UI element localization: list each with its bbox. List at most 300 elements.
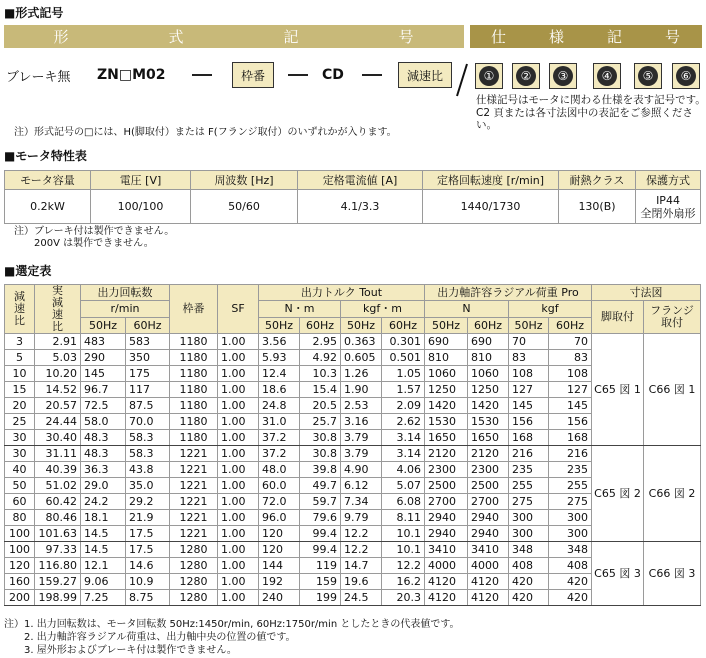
table-cell: 1280	[170, 558, 218, 574]
th-kgfm: kgf・m	[341, 301, 425, 318]
table-cell: 1060	[468, 366, 509, 382]
table-cell: 348	[509, 542, 549, 558]
td: 1440/1730	[423, 190, 559, 224]
table-cell: 420	[509, 574, 549, 590]
table-cell: 108	[549, 366, 592, 382]
model-band	[4, 25, 464, 48]
table-cell: 100	[5, 542, 35, 558]
table-cell: 275	[509, 494, 549, 510]
table-cell: 240	[259, 590, 300, 606]
table-cell: 420	[509, 590, 549, 606]
protection-1: IP44	[656, 193, 680, 207]
table-cell: 60.42	[35, 494, 81, 510]
table-cell: 1.00	[218, 510, 259, 526]
table-cell: 1.00	[218, 542, 259, 558]
band-char: 記	[606, 28, 623, 46]
table-cell: 216	[509, 446, 549, 462]
table-cell: 2940	[468, 526, 509, 542]
table-cell: 145	[81, 366, 126, 382]
table-cell: 12.2	[341, 526, 382, 542]
model-note: 注）形式記号の□には、H(脚取付）または F(フランジ取付）のいずれかが入ります。	[14, 127, 397, 138]
dash	[192, 74, 212, 76]
spec-number: ①	[479, 66, 499, 86]
table-cell: 2.95	[300, 334, 341, 350]
table-cell: 14.5	[81, 526, 126, 542]
table-cell: 14.5	[81, 542, 126, 558]
table-cell: 30	[5, 446, 35, 462]
table-cell: 1.00	[218, 574, 259, 590]
table-cell: 1650	[425, 430, 468, 446]
table-cell: 99.4	[300, 542, 341, 558]
table-cell: 49.7	[300, 478, 341, 494]
th-ratio: 減 速 比	[5, 285, 35, 334]
th-hz: 60Hz	[382, 318, 425, 334]
table-cell: 100	[5, 526, 35, 542]
table-cell: 2700	[468, 494, 509, 510]
band-char: 仕	[490, 28, 507, 46]
table-cell: 17.5	[126, 542, 170, 558]
table-cell: 1.00	[218, 414, 259, 430]
table-cell: 39.8	[300, 462, 341, 478]
table-cell: 17.5	[126, 526, 170, 542]
table-cell: 10.20	[35, 366, 81, 382]
th-hz: 50Hz	[259, 318, 300, 334]
dim-flange-cell: C66 図 2	[644, 446, 701, 542]
selection-table	[4, 284, 701, 606]
table-cell: 1180	[170, 334, 218, 350]
table-cell: 483	[81, 334, 126, 350]
dim-foot-cell: C65 図 1	[592, 334, 644, 446]
th: モータ容量	[5, 171, 91, 190]
table-cell: 2940	[425, 510, 468, 526]
table-cell: 96.7	[81, 382, 126, 398]
table-cell: 1221	[170, 510, 218, 526]
table-cell: 31.11	[35, 446, 81, 462]
table-cell: 21.9	[126, 510, 170, 526]
table-cell: 1530	[468, 414, 509, 430]
table-cell: 18.6	[259, 382, 300, 398]
table-cell: 408	[509, 558, 549, 574]
table-cell: 420	[549, 574, 592, 590]
td: 130(B)	[559, 190, 636, 224]
band-char: 記	[283, 28, 300, 46]
th: 定格回転速度 [r/min]	[423, 171, 559, 190]
table-cell: 810	[468, 350, 509, 366]
th-hz: 60Hz	[300, 318, 341, 334]
table-cell: 58.0	[81, 414, 126, 430]
table-cell: 24.2	[81, 494, 126, 510]
th-frame: 枠番	[170, 285, 218, 334]
table-cell: 30	[5, 430, 35, 446]
table-cell: 1.00	[218, 494, 259, 510]
table-cell: 175	[126, 366, 170, 382]
table-cell: 3410	[468, 542, 509, 558]
model-code: ZN□M02	[97, 67, 166, 83]
table-cell: 168	[509, 430, 549, 446]
table-cell: 12.2	[382, 558, 425, 574]
th-hz: 60Hz	[549, 318, 592, 334]
th-kgf: kgf	[509, 301, 592, 318]
table-cell: 3410	[425, 542, 468, 558]
table-cell: 10.1	[382, 542, 425, 558]
spec-box-1	[475, 63, 503, 89]
table-cell: 30.8	[300, 430, 341, 446]
th-hz: 60Hz	[126, 318, 170, 334]
spec-note-1: 仕様記号はモータに関わる仕様を表す記号です。	[476, 94, 706, 106]
table-cell: 25	[5, 414, 35, 430]
table-cell: 80	[5, 510, 35, 526]
table-cell: 3.56	[259, 334, 300, 350]
band-char: 号	[664, 28, 681, 46]
select-note-3: 3. 屋外形およびブレーキ付は製作できません。	[24, 645, 237, 656]
spec-number: ⑥	[676, 66, 696, 86]
table-cell: 1060	[425, 366, 468, 382]
table-cell: 10	[5, 366, 35, 382]
table-cell: 6.12	[341, 478, 382, 494]
table-cell: 159.27	[35, 574, 81, 590]
table-cell: 20	[5, 398, 35, 414]
table-cell: 3	[5, 334, 35, 350]
table-cell: 235	[509, 462, 549, 478]
table-cell: 290	[81, 350, 126, 366]
table-cell: 2300	[468, 462, 509, 478]
table-row	[5, 334, 701, 350]
table-cell: 1.00	[218, 382, 259, 398]
table-cell: 2300	[425, 462, 468, 478]
table-cell: 160	[5, 574, 35, 590]
th: 耐熱クラス	[559, 171, 636, 190]
table-cell: 3.79	[341, 430, 382, 446]
table-cell: 101.63	[35, 526, 81, 542]
table-cell: 48.0	[259, 462, 300, 478]
spec-number: ③	[553, 66, 573, 86]
table-cell: 1280	[170, 574, 218, 590]
table-cell: 1.00	[218, 526, 259, 542]
table-cell: 24.5	[341, 590, 382, 606]
table-cell: 4.06	[382, 462, 425, 478]
spec-box-2	[512, 63, 540, 89]
table-cell: 1.00	[218, 590, 259, 606]
table-cell: 1650	[468, 430, 509, 446]
table-cell: 810	[425, 350, 468, 366]
table-cell: 10.9	[126, 574, 170, 590]
table-cell: 36.3	[81, 462, 126, 478]
table-cell: 5.07	[382, 478, 425, 494]
table-cell: 4.92	[300, 350, 341, 366]
table-cell: 16.2	[382, 574, 425, 590]
table-cell: 12.2	[341, 542, 382, 558]
table-cell: 9.79	[341, 510, 382, 526]
motor-note-1: 注）ブレーキ付は製作できません。	[14, 226, 175, 237]
motor-heading: ■モータ特性表	[4, 149, 87, 163]
th-hz: 50Hz	[81, 318, 126, 334]
table-cell: 5	[5, 350, 35, 366]
table-cell: 4000	[425, 558, 468, 574]
th-nm: N・m	[259, 301, 341, 318]
dim-foot-cell: C65 図 3	[592, 542, 644, 606]
table-cell: 37.2	[259, 430, 300, 446]
td: 0.2kW	[5, 190, 91, 224]
table-cell: 2.62	[382, 414, 425, 430]
table-cell: 37.2	[259, 446, 300, 462]
table-cell: 1420	[468, 398, 509, 414]
table-cell: 15	[5, 382, 35, 398]
table-cell: 408	[549, 558, 592, 574]
table-cell: 1250	[425, 382, 468, 398]
cd-code: CD	[322, 67, 344, 83]
table-cell: 156	[549, 414, 592, 430]
table-cell: 70	[549, 334, 592, 350]
table-cell: 159	[300, 574, 341, 590]
table-cell: 4000	[468, 558, 509, 574]
table-cell: 1180	[170, 366, 218, 382]
table-cell: 1.26	[341, 366, 382, 382]
th-hz: 50Hz	[341, 318, 382, 334]
spec-box-3	[549, 63, 577, 89]
table-cell: 60	[5, 494, 35, 510]
table-cell: 1280	[170, 590, 218, 606]
table-cell: 14.7	[341, 558, 382, 574]
table-cell: 9.06	[81, 574, 126, 590]
table-cell: 1180	[170, 350, 218, 366]
th-dim: 寸法図	[592, 285, 701, 301]
table-cell: 117	[126, 382, 170, 398]
table-cell: 3.14	[382, 446, 425, 462]
th-hz: 50Hz	[509, 318, 549, 334]
table-cell: 300	[549, 526, 592, 542]
table-cell: 43.8	[126, 462, 170, 478]
table-cell: 4120	[425, 590, 468, 606]
table-cell: 1.57	[382, 382, 425, 398]
select-note-2: 2. 出力軸許容ラジアル荷重は、出力軸中央の位置の値です。	[24, 632, 296, 643]
table-cell: 1221	[170, 446, 218, 462]
table-cell: 97.33	[35, 542, 81, 558]
table-cell: 0.363	[341, 334, 382, 350]
table-cell: 255	[509, 478, 549, 494]
table-cell: 1221	[170, 526, 218, 542]
table-cell: 1180	[170, 398, 218, 414]
table-cell: 79.6	[300, 510, 341, 526]
table-cell: 3.16	[341, 414, 382, 430]
table-cell: 235	[549, 462, 592, 478]
table-cell: 14.6	[126, 558, 170, 574]
table-cell: 51.02	[35, 478, 81, 494]
table-cell: 2500	[468, 478, 509, 494]
table-cell: 1.00	[218, 478, 259, 494]
dim-foot-cell: C65 図 2	[592, 446, 644, 542]
table-cell: 25.7	[300, 414, 341, 430]
table-cell: 87.5	[126, 398, 170, 414]
table-cell: 1221	[170, 494, 218, 510]
table-cell: 1180	[170, 382, 218, 398]
table-cell: 1221	[170, 478, 218, 494]
table-cell: 30.40	[35, 430, 81, 446]
table-cell: 2120	[425, 446, 468, 462]
model-heading: ■形式記号	[4, 6, 64, 20]
table-cell: 156	[509, 414, 549, 430]
table-cell: 12.4	[259, 366, 300, 382]
band-char: 様	[548, 28, 565, 46]
th: 電圧 [V]	[91, 171, 191, 190]
table-cell: 108	[509, 366, 549, 382]
table-row	[5, 446, 701, 462]
table-cell: 3.14	[382, 430, 425, 446]
table-cell: 2500	[425, 478, 468, 494]
table-cell: 48.3	[81, 446, 126, 462]
table-cell: 83	[549, 350, 592, 366]
table-cell: 145	[549, 398, 592, 414]
frame-box: 枠番	[232, 62, 274, 88]
table-cell: 60.0	[259, 478, 300, 494]
select-note-1: 注）1. 出力回転数は、モータ回転数 50Hz:1450r/min, 60Hz:1750r/min としたときの代表値です。	[4, 619, 460, 630]
table-cell: 8.75	[126, 590, 170, 606]
th-hz: 60Hz	[468, 318, 509, 334]
model-code-row	[0, 62, 706, 88]
table-cell: 119	[300, 558, 341, 574]
table-cell: 1.90	[341, 382, 382, 398]
table-cell: 168	[549, 430, 592, 446]
table-cell: 127	[509, 382, 549, 398]
table-cell: 15.4	[300, 382, 341, 398]
th: 定格電流値 [A]	[298, 171, 423, 190]
table-cell: 4120	[425, 574, 468, 590]
table-cell: 200	[5, 590, 35, 606]
motor-note-2: 200V は製作できません。	[34, 238, 154, 249]
table-cell: 2120	[468, 446, 509, 462]
table-cell: 2940	[425, 526, 468, 542]
protection-2: 全閉外扇形	[640, 206, 696, 220]
table-cell: 4120	[468, 574, 509, 590]
table-cell: 1221	[170, 462, 218, 478]
brake-label: ブレーキ無	[6, 69, 71, 85]
table-cell: 83	[509, 350, 549, 366]
table-cell: 1.00	[218, 558, 259, 574]
table-cell: 20.57	[35, 398, 81, 414]
table-cell: 348	[549, 542, 592, 558]
table-cell: 19.6	[341, 574, 382, 590]
table-cell: 18.1	[81, 510, 126, 526]
table-cell: 59.7	[300, 494, 341, 510]
dash	[362, 74, 382, 76]
table-cell: 6.08	[382, 494, 425, 510]
td: 50/60	[191, 190, 298, 224]
table-cell: 80.46	[35, 510, 81, 526]
table-cell: 30.8	[300, 446, 341, 462]
table-cell: 300	[509, 526, 549, 542]
th-foot: 脚取付	[592, 301, 644, 334]
th-load: 出力軸許容ラジアル荷重 Pro	[425, 285, 592, 301]
th: 周波数 [Hz]	[191, 171, 298, 190]
table-cell: 29.0	[81, 478, 126, 494]
table-cell: 20.5	[300, 398, 341, 414]
spec-note-2: C2 頁または各寸法図中の表記をご参照ください。	[476, 107, 693, 131]
ratio-box: 減速比	[398, 62, 452, 88]
table-cell: 144	[259, 558, 300, 574]
table-cell: 3.79	[341, 446, 382, 462]
td: 4.1/3.3	[298, 190, 423, 224]
table-cell: 40	[5, 462, 35, 478]
table-cell: 24.44	[35, 414, 81, 430]
select-heading: ■選定表	[4, 264, 52, 278]
table-cell: 1.05	[382, 366, 425, 382]
table-cell: 1.00	[218, 398, 259, 414]
table-cell: 50	[5, 478, 35, 494]
table-cell: 0.301	[382, 334, 425, 350]
table-cell: 5.93	[259, 350, 300, 366]
table-cell: 2700	[425, 494, 468, 510]
table-cell: 20.3	[382, 590, 425, 606]
table-cell: 0.501	[382, 350, 425, 366]
table-cell: 1.00	[218, 350, 259, 366]
table-cell: 7.25	[81, 590, 126, 606]
table-cell: 120	[259, 542, 300, 558]
table-cell: 690	[425, 334, 468, 350]
th-hz: 50Hz	[425, 318, 468, 334]
table-cell: 8.11	[382, 510, 425, 526]
table-cell: 24.8	[259, 398, 300, 414]
table-cell: 99.4	[300, 526, 341, 542]
table-cell: 192	[259, 574, 300, 590]
table-cell: 29.2	[126, 494, 170, 510]
table-cell: 116.80	[35, 558, 81, 574]
table-cell: 31.0	[259, 414, 300, 430]
table-cell: 96.0	[259, 510, 300, 526]
th-actual: 実 減 速 比	[35, 285, 81, 334]
band-char: 号	[398, 28, 415, 46]
table-cell: 583	[126, 334, 170, 350]
spec-box-4	[593, 63, 621, 89]
spec-number: ④	[597, 66, 617, 86]
motor-table	[4, 170, 701, 224]
table-cell: 350	[126, 350, 170, 366]
slash	[454, 62, 470, 98]
table-cell: 1.00	[218, 366, 259, 382]
table-row	[5, 542, 701, 558]
spec-band	[470, 25, 702, 48]
dim-flange-cell: C66 図 1	[644, 334, 701, 446]
protection-cell	[636, 190, 701, 224]
table-cell: 5.03	[35, 350, 81, 366]
table-cell: 1420	[425, 398, 468, 414]
table-cell: 7.34	[341, 494, 382, 510]
table-cell: 1180	[170, 414, 218, 430]
table-cell: 58.3	[126, 430, 170, 446]
th-n: N	[425, 301, 509, 318]
table-cell: 1.00	[218, 334, 259, 350]
table-cell: 198.99	[35, 590, 81, 606]
table-cell: 70.0	[126, 414, 170, 430]
table-cell: 72.5	[81, 398, 126, 414]
table-cell: 300	[549, 510, 592, 526]
th-torque: 出力トルク Tout	[259, 285, 425, 301]
table-cell: 127	[549, 382, 592, 398]
table-cell: 1180	[170, 430, 218, 446]
th-speed-unit: r/min	[81, 301, 170, 318]
table-cell: 690	[468, 334, 509, 350]
table-cell: 1.00	[218, 462, 259, 478]
dash	[288, 74, 308, 76]
table-cell: 199	[300, 590, 341, 606]
spec-box-6	[672, 63, 700, 89]
table-cell: 2.53	[341, 398, 382, 414]
band-char: 形	[53, 28, 70, 46]
dim-flange-cell: C66 図 3	[644, 542, 701, 606]
table-cell: 70	[509, 334, 549, 350]
table-cell: 1.00	[218, 446, 259, 462]
spec-box-5	[634, 63, 662, 89]
table-cell: 420	[549, 590, 592, 606]
th-speed: 出力回転数	[81, 285, 170, 301]
